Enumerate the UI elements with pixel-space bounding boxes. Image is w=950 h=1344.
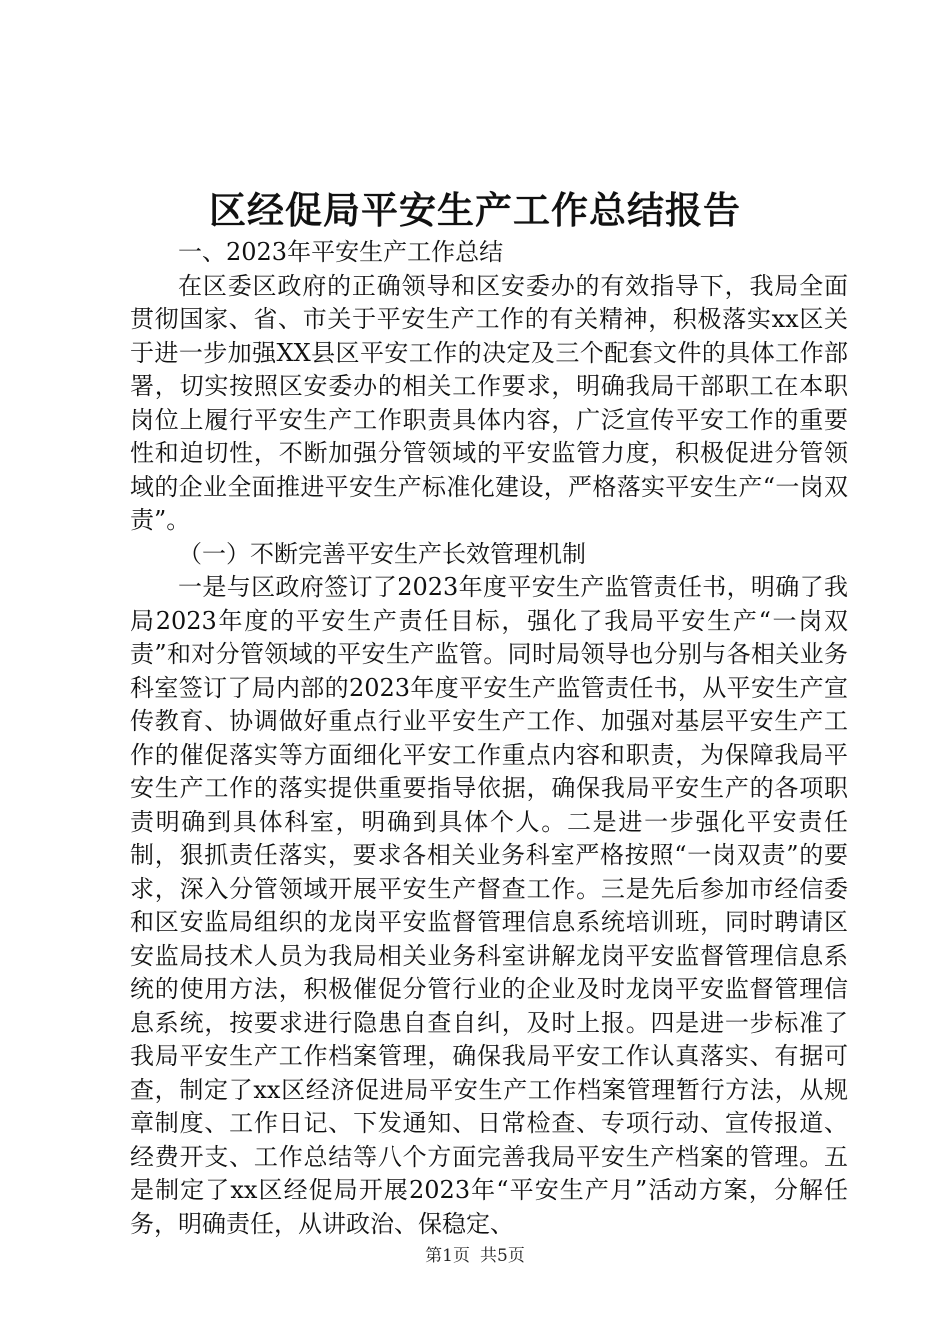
document-body [130,236,848,1241]
page-footer [0,1244,950,1268]
section-heading: 一、2023年平安生产工作总结 [178,238,504,266]
body-paragraph: 一是与区政府签订了2023年度平安生产监管责任书，明确了我局2023年度的平安生产责任目标，强化了我局平安生产“一岗双责”和对分管领域的平安生产监管。同时局领导也分别与各相关业务科室签订了局内部的2023年度平安生产监管责任书，从平安生产宣传教育、协调做好重点行业平安生产工作、加强对基层平安生产工作的催促落实等方面细化平安工作重点内容和职责，为保障我局平安生产工作的落实提供重要指导依据，确保我局平安生产的各项职责明确到具体科室，明确到具体个人。二是进一步强化平安责任制，狠抓责任落实，要求各相关业务科室严格按照“一岗双责”的要求，深入分管领域开展平安生产督查工作。三是先后参加市经信委和区安监局组织的龙岗平安监督管理信息系统培训班，同时聘请区安监局技术人员为我局相关业务科室讲解龙岗平安监督管理信息系统的使用方法，积极催促分管行业的企业及时龙岗平安监督管理信息系统，按要求进行隐患自查自纠，及时上报。四是进一步标准了我局平安生产工作档案管理，确保我局平安工作认真落实、有据可查，制定了xx区经济促进局平安生产工作档案管理暂行方法，从规章制度、工作日记、下发通知、日常检查、专项行动、宣传报道、经费开支、工作总结等八个方面完善我局平安生产档案的管理。五是制定了xx区经促局开展2023年“平安生产月”活动方案，分解任务，明确责任，从讲政治、保稳定、 [130,573,848,1238]
page-total: 共5页 [480,1246,525,1266]
subsection-heading: （一）不断完善平安生产长效管理机制 [178,539,586,568]
document-title: 区经促局平安生产工作总结报告 [209,188,741,232]
page-number: 第1页 [425,1246,470,1266]
body-paragraph: 在区委区政府的正确领导和区安委办的有效指导下，我局全面贯彻国家、省、市关于平安生产工作的有关精神，积极落实xx区关于进一步加强XX县区平安工作的决定及三个配套文件的具体工作部署，切实按照区安委办的相关工作要求，明确我局干部职工在本职岗位上履行平安生产工作职责具体内容，广泛宣传平安工作的重要性和迫切性，不断加强分管领域的平安监管力度，积极促进分管领域的企业全面推进平安生产标准化建设，严格落实平安生产“一岗双责”。 [130,271,848,534]
